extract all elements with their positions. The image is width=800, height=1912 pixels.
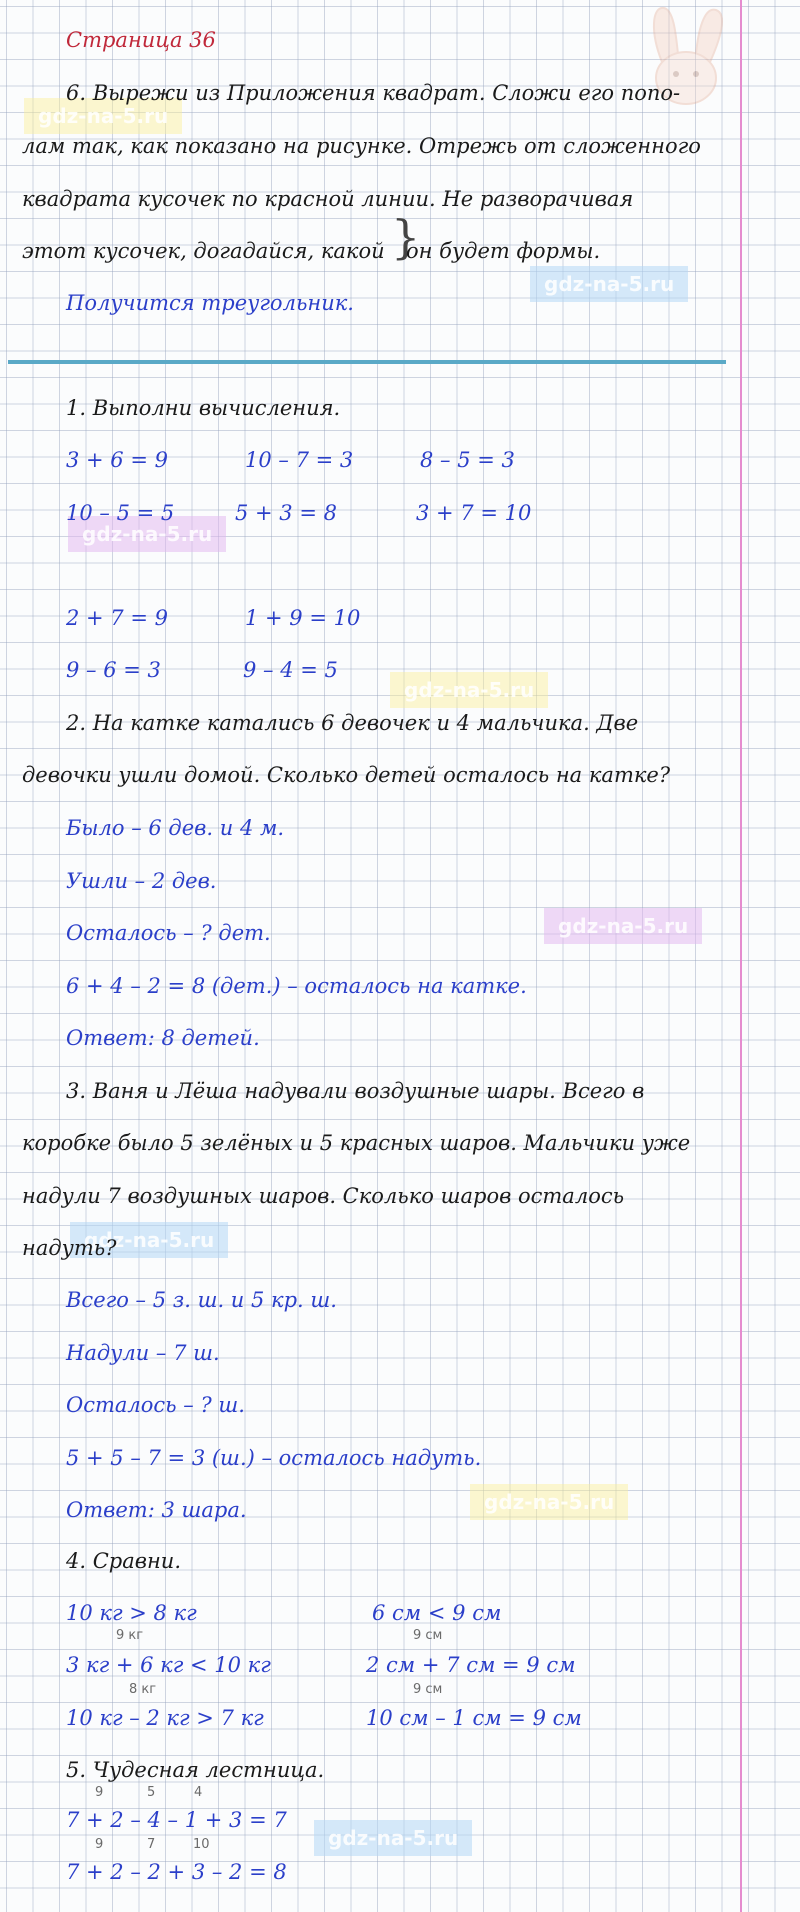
task1-expression: 10 – 7 = 3: [245, 448, 354, 472]
task5-equation: 7 + 2 – 2 + 3 – 2 = 8: [66, 1860, 287, 1884]
task5-title: 5. Чудесная лестница.: [66, 1758, 325, 1782]
task1-expression: 9 – 6 = 3: [66, 658, 161, 682]
task2-text-line: девочки ушли домой. Сколько детей осталось на катке?: [22, 763, 671, 787]
watermark: gdz-na-5.ru: [24, 98, 182, 134]
watermark: gdz-na-5.ru: [530, 266, 688, 302]
task3-answer-line: 5 + 5 – 7 = 3 (ш.) – осталось надуть.: [66, 1446, 482, 1470]
task6-answer: Получится треугольник.: [66, 291, 354, 315]
task3-answer-line: Всего – 5 з. ш. и 5 кр. ш.: [66, 1288, 337, 1312]
task5-intermediate-note: 9: [95, 1785, 104, 1800]
task1-expression: 10 – 5 = 5: [66, 501, 175, 525]
task4-comparison: 10 кг > 8 кг: [66, 1601, 197, 1625]
task3-text-line: 3. Ваня и Лёша надували воздушные шары. Всего в: [66, 1079, 645, 1103]
watermark: gdz-na-5.ru: [544, 908, 702, 944]
task1-expression: 3 + 7 = 10: [416, 501, 532, 525]
watermark: gdz-na-5.ru: [314, 1820, 472, 1856]
task6-text-line: 6. Вырежи из Приложения квадрат. Сложи его попо-: [66, 81, 681, 105]
task1-expression: 9 – 4 = 5: [243, 658, 338, 682]
task5-equation: 7 + 2 – 4 – 1 + 3 = 7: [66, 1808, 287, 1832]
task5-intermediate-note: 5: [147, 1785, 156, 1800]
watermark: gdz-na-5.ru: [390, 672, 548, 708]
task2-text-line: 2. На катке катались 6 девочек и 4 мальчика. Две: [66, 711, 639, 735]
page-heading: Страница 36: [66, 28, 216, 52]
task3-text-line: надуть?: [22, 1236, 117, 1260]
watermark: gdz-na-5.ru: [470, 1484, 628, 1520]
task1-expression: 2 + 7 = 9: [66, 606, 168, 630]
task4-intermediate-note: 9 см: [413, 1682, 443, 1697]
task2-answer-line: Осталось – ? дет.: [66, 921, 271, 945]
task3-answer-line: Надули – 7 ш.: [66, 1341, 220, 1365]
page-margin-line: [740, 0, 742, 1912]
task2-answer-line: Ушли – 2 дев.: [66, 869, 217, 893]
task4-intermediate-note: 9 см: [413, 1628, 443, 1643]
task6-text-line: этот кусочек, догадайся, какой: [22, 239, 385, 263]
task2-answer-line: 6 + 4 – 2 = 8 (дет.) – осталось на катке.: [66, 974, 527, 998]
task4-comparison: 2 см + 7 см = 9 см: [366, 1653, 576, 1677]
task4-comparison: 6 см < 9 см: [372, 1601, 502, 1625]
task3-text-line: надули 7 воздушных шаров. Сколько шаров осталось: [22, 1184, 625, 1208]
task5-intermediate-note: 7: [147, 1837, 156, 1852]
task6-text-line: он будет формы.: [406, 239, 601, 263]
brace-mark: }: [391, 210, 421, 264]
task6-text-line: квадрата кусочек по красной линии. Не разворачивая: [22, 187, 634, 211]
task5-intermediate-note: 9: [95, 1837, 104, 1852]
task1-title: 1. Выполни вычисления.: [66, 396, 341, 420]
task2-answer-line: Ответ: 8 детей.: [66, 1026, 260, 1050]
task4-comparison: 10 кг – 2 кг > 7 кг: [66, 1706, 264, 1730]
task1-expression: 8 – 5 = 3: [420, 448, 515, 472]
task4-intermediate-note: 9 кг: [116, 1628, 144, 1643]
task5-intermediate-note: 4: [194, 1785, 203, 1800]
task1-expression: 5 + 3 = 8: [235, 501, 337, 525]
task3-answer-line: Ответ: 3 шара.: [66, 1498, 247, 1522]
task4-intermediate-note: 8 кг: [129, 1682, 157, 1697]
watermark: gdz-na-5.ru: [70, 1222, 228, 1258]
task4-title: 4. Сравни.: [66, 1549, 181, 1573]
watermark: gdz-na-5.ru: [68, 516, 226, 552]
task3-answer-line: Осталось – ? ш.: [66, 1393, 245, 1417]
task6-text-line: лам так, как показано на рисунке. Отрежь от сложенного: [22, 134, 701, 158]
task4-comparison: 10 см – 1 см = 9 см: [366, 1706, 582, 1730]
task1-expression: 3 + 6 = 9: [66, 448, 168, 472]
task1-expression: 1 + 9 = 10: [245, 606, 361, 630]
task5-intermediate-note: 10: [193, 1837, 210, 1852]
section-divider: [8, 360, 726, 364]
task2-answer-line: Было – 6 дев. и 4 м.: [66, 816, 285, 840]
task4-comparison: 3 кг + 6 кг < 10 кг: [66, 1653, 271, 1677]
task3-text-line: коробке было 5 зелёных и 5 красных шаров. Мальчики уже: [22, 1131, 691, 1155]
